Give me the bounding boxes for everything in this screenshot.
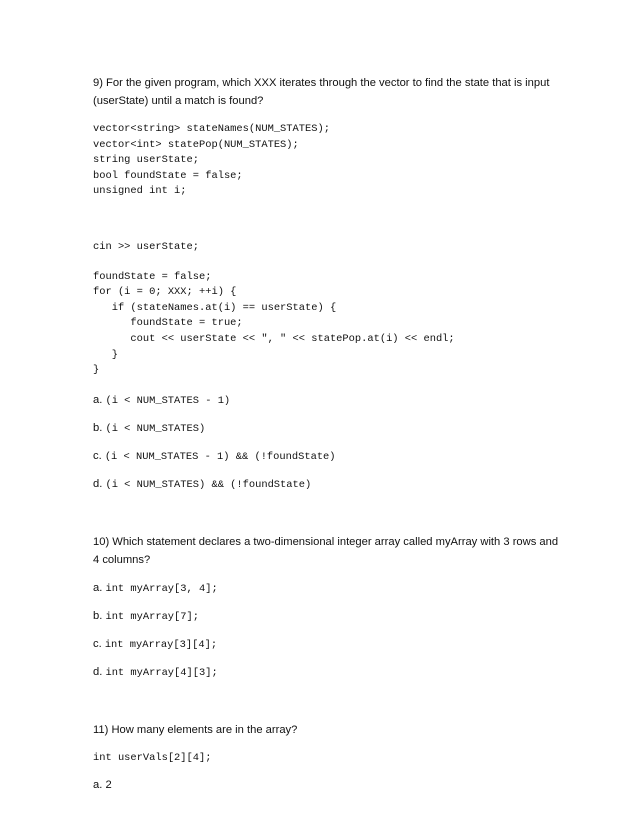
option-text: (i < NUM_STATES - 1) && (!foundState) bbox=[104, 450, 336, 463]
option-letter: a. bbox=[93, 779, 106, 792]
code-line: for (i = 0; XXX; ++i) { bbox=[93, 286, 237, 299]
option-text: (i < NUM_STATES) && (!foundState) bbox=[105, 478, 312, 491]
code-line: if (stateNames.at(i) == userState) { bbox=[93, 301, 337, 314]
option-letter: d. bbox=[93, 477, 106, 490]
option-text: (i < NUM_STATES) bbox=[105, 422, 206, 435]
option-text: int myArray[3, 4]; bbox=[105, 582, 218, 595]
option-text: int myArray[4][3]; bbox=[105, 666, 218, 679]
option-text: 2 bbox=[105, 779, 112, 792]
code-line: unsigned int i; bbox=[93, 185, 187, 198]
option-letter: b. bbox=[93, 421, 106, 434]
code-line: cout << userState << ", " << statePop.at(i) << endl; bbox=[93, 332, 455, 345]
question-10-option-d bbox=[93, 665, 563, 681]
question-11-code: int userVals[2][4]; bbox=[93, 751, 212, 764]
document-page bbox=[93, 74, 563, 793]
question-9-option-a bbox=[93, 393, 563, 409]
option-letter: a. bbox=[93, 393, 106, 406]
question-9-code-input bbox=[93, 240, 563, 256]
question-9-code-loop bbox=[93, 270, 563, 379]
code-line: foundState = true; bbox=[93, 317, 243, 330]
code-line: vector<string> stateNames(NUM_STATES); bbox=[93, 123, 330, 135]
code-line: } bbox=[93, 348, 118, 361]
code-line: cin >> userState; bbox=[93, 240, 200, 253]
question-11-prompt: 11) How many elements are in the array? bbox=[93, 723, 298, 736]
option-letter: b. bbox=[93, 609, 106, 622]
question-10-prompt: 10) Which statement declares a two-dimensional integer array called myArray with 3 rows and 4 columns? bbox=[93, 535, 559, 566]
option-letter: c. bbox=[93, 637, 105, 650]
question-10-option-c bbox=[93, 637, 563, 653]
option-letter: c. bbox=[93, 449, 105, 462]
option-text: (i < NUM_STATES - 1) bbox=[105, 394, 231, 407]
question-9-option-b bbox=[93, 421, 563, 437]
code-line: } bbox=[93, 364, 100, 377]
question-10-option-b bbox=[93, 609, 563, 625]
option-letter: a. bbox=[93, 581, 106, 594]
option-text: int myArray[3][4]; bbox=[104, 638, 218, 651]
question-9-option-c bbox=[93, 449, 563, 465]
question-9-code-declarations bbox=[93, 122, 563, 200]
code-line: vector<int> statePop(NUM_STATES); bbox=[93, 138, 299, 151]
code-line: bool foundState = false; bbox=[93, 169, 243, 182]
code-line: string userState; bbox=[93, 154, 200, 167]
option-letter: d. bbox=[93, 665, 106, 678]
question-11-option-a bbox=[93, 778, 563, 793]
question-10-option-a bbox=[93, 581, 563, 597]
code-line: foundState = false; bbox=[93, 270, 212, 283]
question-9-option-d bbox=[93, 477, 563, 493]
option-text: int myArray[7]; bbox=[105, 610, 199, 623]
question-9-prompt: 9) For the given program, which XXX iterates through the vector to find the state that is input (userState) until a match is found? bbox=[93, 77, 550, 107]
